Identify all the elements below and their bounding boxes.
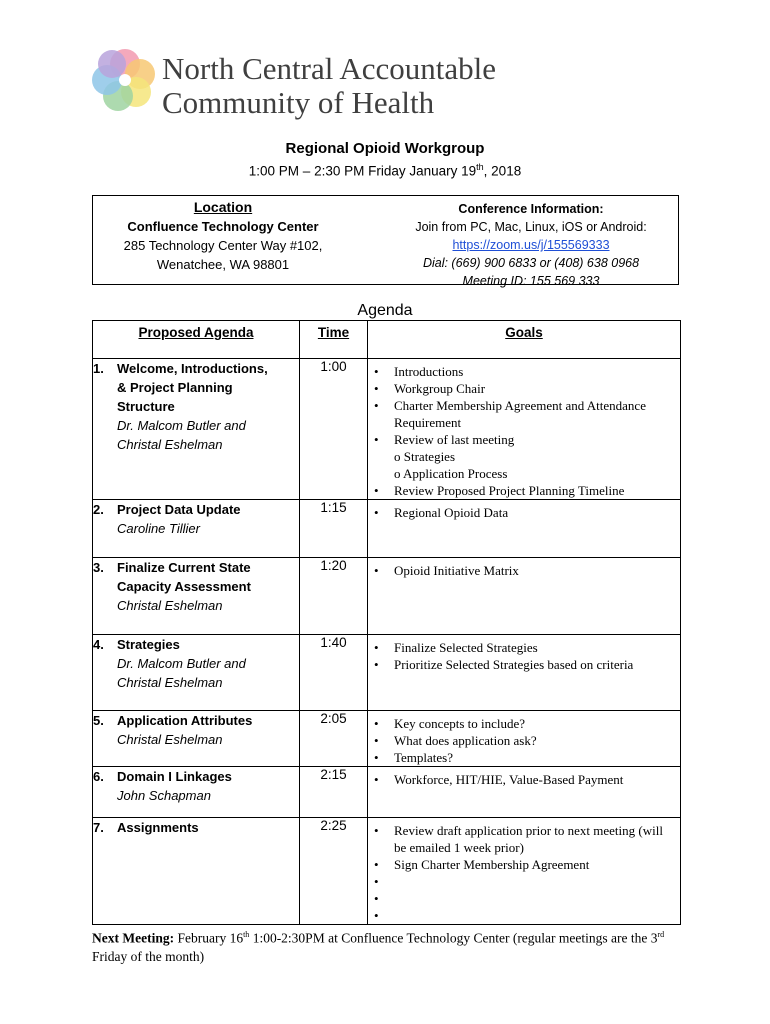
item-title: Project Data Update <box>117 502 241 517</box>
goal-item: • Regional Opioid Data <box>368 504 678 521</box>
agenda-header-row <box>93 321 681 359</box>
goal-item: • Finalize Selected Strategies <box>368 639 678 656</box>
goal-item-empty <box>368 907 678 924</box>
table-row <box>93 558 681 635</box>
info-box <box>92 195 679 288</box>
org-logo <box>90 44 497 124</box>
item-number: 6. <box>93 769 104 784</box>
item-title: Assignments <box>117 820 199 835</box>
goal-item: • Review draft application prior to next meeting (will be emailed 1 week prior) <box>368 822 678 856</box>
item-presenter: John Schapman <box>117 788 211 803</box>
table-row <box>93 635 681 711</box>
goal-item: • What does application ask? <box>368 732 678 749</box>
item-presenter: Christal Eshelman <box>117 437 223 452</box>
item-title: Application Attributes <box>117 713 253 728</box>
agenda-table <box>92 320 681 925</box>
col-topic-header: Proposed Agenda <box>93 321 300 359</box>
agenda-item <box>93 558 300 635</box>
item-goals <box>368 500 681 558</box>
next-meeting-sup: rd <box>657 930 665 939</box>
goal-item: • Charter Membership Agreement and Attendance Requirement <box>368 397 678 431</box>
item-title: & Project Planning <box>117 380 233 395</box>
item-presenter: Caroline Tillier <box>117 521 200 536</box>
goal-item: • Review Proposed Project Planning Timeline <box>368 482 678 499</box>
meeting-time-sup: th <box>476 162 484 172</box>
conference-meeting-id: Meeting ID: 155 569 333 <box>462 274 600 288</box>
location-block <box>93 198 353 274</box>
org-name-line1: North Central Accountable <box>162 51 497 86</box>
zoom-link[interactable]: https://zoom.us/j/155569333 <box>452 238 610 252</box>
agenda-item <box>93 359 300 500</box>
item-time: 1:15 <box>300 500 368 558</box>
goal-subitem: o Application Process <box>394 466 508 481</box>
item-time: 1:20 <box>300 558 368 635</box>
next-meeting-sup: th <box>243 930 250 939</box>
next-meeting-label: Next Meeting: <box>92 930 175 946</box>
meeting-time-prefix: 1:00 PM – 2:30 PM Friday January 19 <box>248 163 477 179</box>
item-number: 7. <box>93 820 104 835</box>
location-address1: 285 Technology Center Way #102, <box>123 238 323 253</box>
goal-item: • Templates? <box>368 749 678 766</box>
next-meeting-text: Friday of the month) <box>92 948 205 964</box>
item-presenter: Christal Eshelman <box>117 675 223 690</box>
goal-item-empty <box>368 873 678 890</box>
item-goals <box>368 359 681 500</box>
item-goals <box>368 711 681 767</box>
table-row <box>93 500 681 558</box>
item-title: Domain I Linkages <box>117 769 232 784</box>
item-number: 1. <box>93 361 104 376</box>
item-title: Finalize Current State <box>117 560 251 575</box>
org-name <box>162 52 496 120</box>
meeting-time <box>0 162 770 179</box>
goal-item: • Review of last meeting <box>368 431 678 448</box>
next-meeting-text: February 16 <box>174 930 244 946</box>
goal-item: • Opioid Initiative Matrix <box>368 562 678 579</box>
agenda-item <box>93 500 300 558</box>
conference-block <box>383 200 679 290</box>
meeting-time-suffix: , 2018 <box>483 163 522 179</box>
next-meeting-text: 1:00-2:30PM at Confluence Technology Center (regular meetings are the 3 <box>249 930 658 946</box>
agenda-heading: Agenda <box>357 302 413 319</box>
item-time: 2:15 <box>300 767 368 818</box>
item-presenter: Dr. Malcom Butler and <box>117 418 246 433</box>
item-time: 1:40 <box>300 635 368 711</box>
item-presenter: Christal Eshelman <box>117 598 223 613</box>
item-title: Structure <box>117 399 175 414</box>
item-goals <box>368 818 681 925</box>
goal-item: • Key concepts to include? <box>368 715 678 732</box>
goal-item-empty <box>368 890 678 907</box>
org-name-line2: Community of Health <box>162 85 435 120</box>
item-presenter: Christal Eshelman <box>117 732 223 747</box>
goal-item: • Workforce, HIT/HIE, Value-Based Payment <box>368 771 678 788</box>
agenda-item <box>93 711 300 767</box>
item-goals <box>368 558 681 635</box>
col-time-header: Time <box>300 321 368 359</box>
item-goals <box>368 767 681 818</box>
item-number: 5. <box>93 713 104 728</box>
goal-subitem: o Strategies <box>394 449 456 464</box>
agenda-item <box>93 635 300 711</box>
goal-item: • Workgroup Chair <box>368 380 678 397</box>
table-row <box>93 711 681 767</box>
item-title: Welcome, Introductions, <box>117 361 268 376</box>
item-presenter: Dr. Malcom Butler and <box>117 656 246 671</box>
item-title: Strategies <box>117 637 180 652</box>
table-row <box>93 818 681 925</box>
item-number: 2. <box>93 502 104 517</box>
next-meeting <box>92 926 692 966</box>
conference-join: Join from PC, Mac, Linux, iOS or Android: <box>415 220 647 234</box>
goal-item: • Prioritize Selected Strategies based on criteria <box>368 656 678 673</box>
location-address2: Wenatchee, WA 98801 <box>156 257 290 272</box>
item-time: 1:00 <box>300 359 368 500</box>
pinwheel-logo-icon <box>90 44 160 114</box>
item-title: Capacity Assessment <box>117 579 251 594</box>
location-venue: Confluence Technology Center <box>127 219 319 234</box>
item-number: 3. <box>93 560 104 575</box>
agenda-item <box>93 818 300 925</box>
table-row <box>93 359 681 500</box>
conference-dial: Dial: (669) 900 6833 or (408) 638 0968 <box>422 256 640 270</box>
location-heading: Location <box>193 199 253 215</box>
conference-heading: Conference Information: <box>458 202 604 216</box>
goal-item: • Sign Charter Membership Agreement <box>368 856 678 873</box>
agenda-item <box>93 767 300 818</box>
item-time: 2:25 <box>300 818 368 925</box>
item-time: 2:05 <box>300 711 368 767</box>
goal-item: • Introductions <box>368 363 678 380</box>
col-goals-header: Goals <box>368 321 681 359</box>
item-goals <box>368 635 681 711</box>
meeting-title: Regional Opioid Workgroup <box>285 140 485 157</box>
table-row <box>93 767 681 818</box>
item-number: 4. <box>93 637 104 652</box>
